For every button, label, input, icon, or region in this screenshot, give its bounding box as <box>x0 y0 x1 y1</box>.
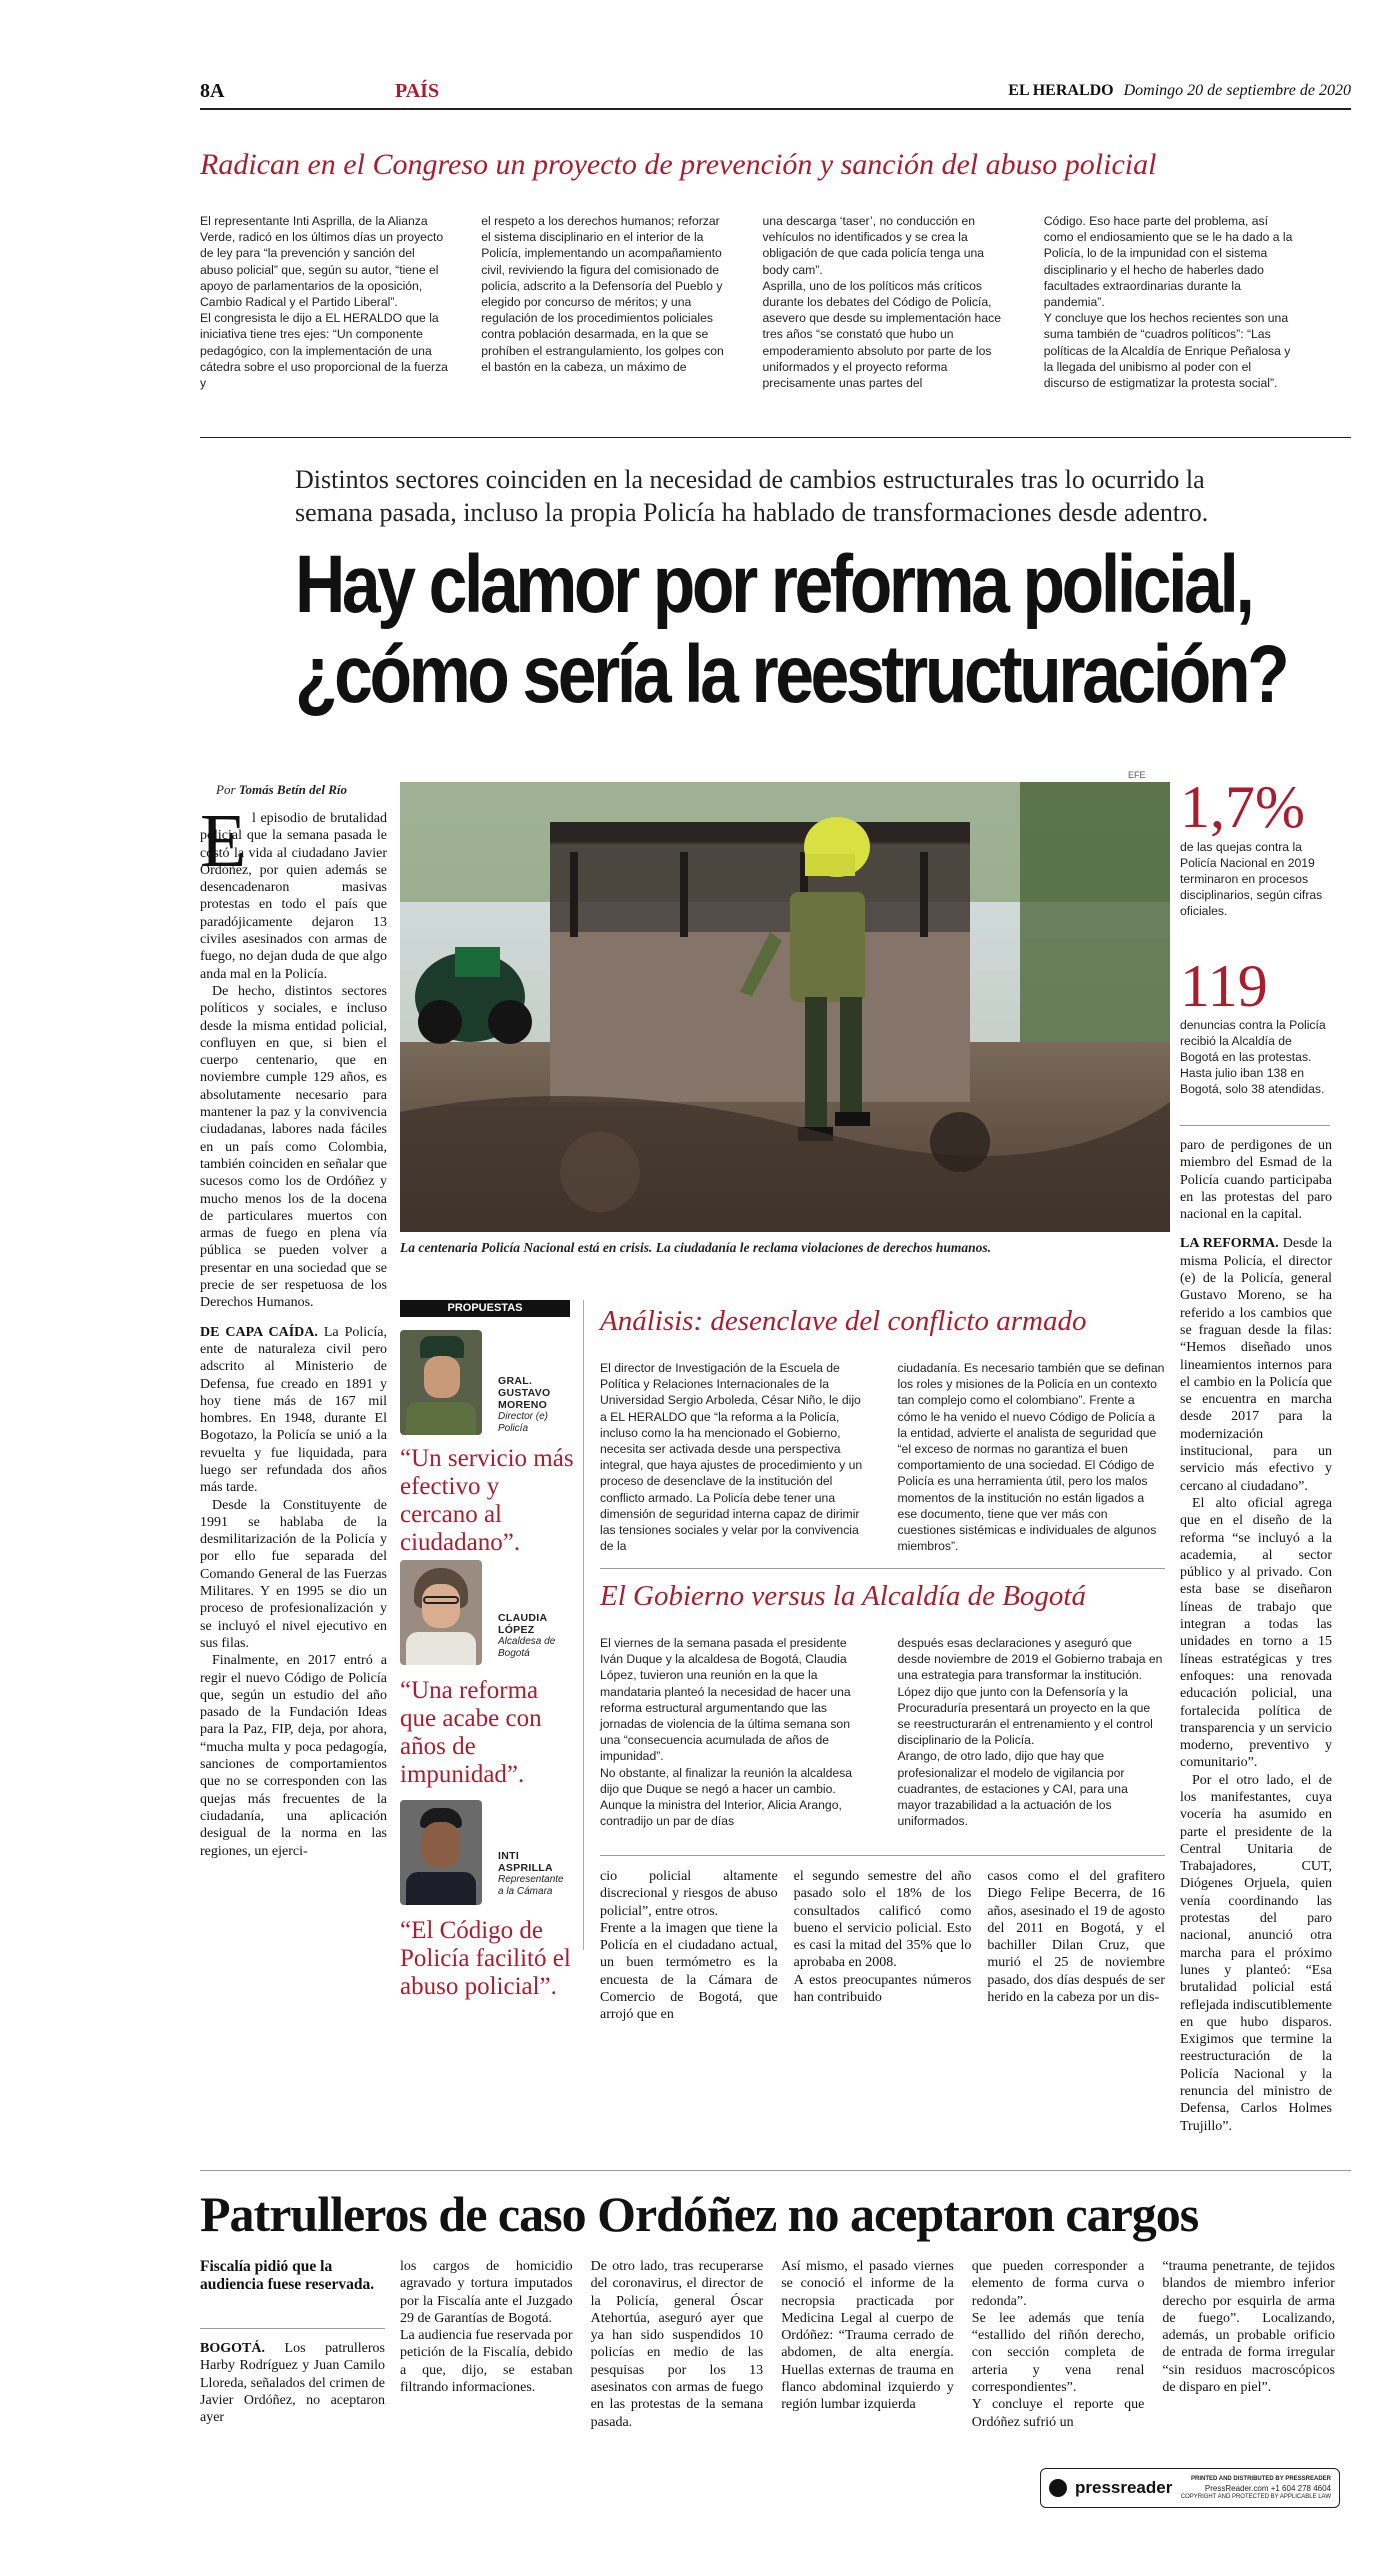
main-bottom-column: casos como el del grafitero Diego Felipe Becerra, de 16 años, asesinado el 19 de agosto del 2011 en Bogotá, y el bachiller Dilan Cruz, que murió el 25 de noviembre pasado, dos días después de ser herido en la cabeza por un dis- <box>987 1869 1166 2006</box>
analysis-body <box>600 1360 1165 1554</box>
proposal-caption <box>498 1612 578 1660</box>
top-story-column: Código. Eso hace parte del problema, así como el endiosamiento que se le ha dado a la Policía, lo de la impunidad con el sistema disciplinario y el hecho de haberles dado facultades extraordinarias durante la pandemia”. Y concluye que los hechos recientes son una suma también de “cuadros políticos”: “Las políticas de la Alcaldía de Enrique Peñalosa y la llegada del unibismo al poder con el discurso de estigmatizar la protesta social”. <box>1043 214 1293 391</box>
main-paragraph: El alto oficial agrega que en el diseño de la reforma “se incluyó a la academia, al sector público y al privado. Con esta base se diseñaron líneas de trabajo que integran a todas las unidades en torno a 15 líneas estratégicas y tres enfoques: una renovada educación policial, una fortalecida política de transparencia y un servicio moderno, preventivo y comunitario”. <box>1180 1495 1332 1771</box>
top-story-column: El representante Inti Asprilla, de la Alianza Verde, radicó en los últimos días un proyecto de ley para “la prevención y sanción del abuso policial” que, según su autor, “tiene el apoyo de parlamentarios de la oposición, Cambio Radical y el Partido Liberal”. El congresista le dijo a EL HERALDO que la iniciativa tiene tres ejes: “Un componente pedagógico, con la implementación de una cátedra sobre el uso proporcional de la fuerza y <box>200 214 448 391</box>
photo-caption: La centenaria Policía Nacional está en crisis. La ciudadanía le reclama violaciones de derechos humanos. <box>400 1240 991 1255</box>
proposals-divider <box>583 1300 584 1950</box>
section-lead: BOGOTÁ. <box>200 2341 265 2356</box>
stat-rule <box>1180 1125 1330 1126</box>
proposal-name: GRAL. <box>498 1375 533 1387</box>
bottom-story-headline: Patrulleros de caso Ordóñez no aceptaron cargos <box>200 2186 1199 2242</box>
proposal-item <box>400 1330 575 1557</box>
avatar <box>400 1330 482 1435</box>
analysis-headline: Análisis: desenclave del conflicto armado <box>600 1305 1087 1337</box>
analysis-column: El director de Investigación de la Escuela de Política y Relaciones Internacionales de la Universidad Sergio Arboleda, César Niño, le dijo a EL HERALDO que “la reforma a la Policía, incluso como la ha mencionado el Gobierno, necesita ser activada desde una perspectiva integral, que haya ajustes de procedimiento y un proceso de desenclave de la institución del conflicto armado. La Policía debe tener una dimensión de seguridad interna capaz de dirimir las tensiones sociales y velar por la convivencia de la <box>600 1361 863 1554</box>
avatar <box>400 1800 482 1905</box>
proposal-item <box>400 1800 575 2001</box>
masthead <box>1008 82 1351 100</box>
pressreader-line: PressReader.com +1 604 278 4604 <box>1204 2483 1331 2493</box>
avatar <box>400 1560 482 1665</box>
section-lead: DE CAPA CAÍDA. <box>200 1324 318 1340</box>
proposal-caption <box>498 1375 578 1435</box>
government-column: después esas declaraciones y aseguró que desde noviembre de 2019 el Gobierno trabaja en una estrategia para transformar la institución. López dijo que junto con la Defensoría y la Procuraduría presentará un proyecto en la que se reestructurarán el entrenamiento y el control disciplinario de la Policía. Arango, de otro lado, dijo que hay que profesionalizar el modelo de vigilancia por cuadrantes, de estaciones y CAI, para una mayor trazabilidad a la actuación de los uniformados. <box>897 1636 1163 1829</box>
pressreader-logo-icon <box>1049 2479 1067 2497</box>
newspaper-name: EL HERALDO <box>1008 82 1114 99</box>
subhead-rule <box>200 2328 385 2329</box>
main-left-column <box>200 799 387 1860</box>
government-rule <box>600 1855 1165 1856</box>
drop-cap: E <box>200 799 247 883</box>
top-story-body <box>200 213 1295 391</box>
proposal-role: Director (e) Policía <box>498 1411 549 1434</box>
proposal-role: Representante a la Cámara <box>498 1874 564 1897</box>
main-headline <box>295 539 1287 720</box>
byline-author: Tomás Betín del Río <box>238 782 347 797</box>
proposal-quote: “Un servicio más efectivo y cercano al ciudadano”. <box>400 1445 574 1556</box>
proposal-name: INTI <box>498 1850 520 1862</box>
section-label: PAÍS <box>395 80 440 102</box>
main-deck: Distintos sectores coinciden en la necesidad de cambios estructurales tras lo ocurrido la semana pasada, incluso la propia Policía ha hablado de transformaciones desde adentro. <box>295 465 1209 527</box>
main-bottom-columns <box>600 1868 1165 2024</box>
proposal-name: MORENO <box>498 1399 548 1411</box>
bottom-story-column: “trauma penetrante, de tejidos blandos de miembro inferior derecho por esquirla de arma de fuego”. Localizando, además, un probable orificio de entrada de forma irregular “sin residuos macroscópicos de disparo en piel”. <box>1162 2259 1335 2396</box>
bottom-story-lead <box>200 2340 385 2426</box>
pressreader-info <box>1181 2475 1331 2502</box>
photo-credit: EFE <box>1128 770 1146 780</box>
bottom-story-subhead: Fiscalía pidió que la audiencia fuese reservada. <box>200 2258 375 2293</box>
government-body <box>600 1635 1165 1829</box>
government-headline: El Gobierno versus la Alcaldía de Bogotá <box>600 1580 1086 1612</box>
stat-value: 119 <box>1180 953 1268 1019</box>
proposal-item <box>400 1560 575 1789</box>
byline <box>216 782 347 798</box>
proposal-name: ASPRILLA <box>498 1862 553 1874</box>
bottom-story-column: los cargos de homicidio agravado y tortura imputados por la Fiscalía ante el Juzgado 29 de Garantías de Bogotá. La audiencia fue reservada por petición de la Fiscalía, debido a que, dijo, se estaban filtrando informaciones. <box>400 2259 573 2396</box>
proposal-name: LÓPEZ <box>498 1624 535 1636</box>
pressreader-badge[interactable] <box>1040 2468 1340 2508</box>
pressreader-line: PRINTED AND DISTRIBUTED BY PRESSREADER <box>1190 2475 1331 2482</box>
main-paragraph-text: La Policía, ente de naturaleza civil pero adscrito al Ministerio de Defensa, fue creado en 1891 y hoy tiene más de 167 mil hombres. En 1948, durante El Bogotazo, la Policía se unió a la revuelta y fue liquidada, para luego ser refundada dos años más tarde. <box>200 1324 387 1496</box>
stat-value: 1,7% <box>1180 774 1305 840</box>
main-bottom-column: cio policial altamente discrecional y riesgos de abuso policial”, entre otros. Frente a la imagen que tiene la Policía en el ciudadano actual, un buen termómetro es la encuesta de la Cámara de Comercio de Bogotá, que arrojó que en <box>600 1869 778 2023</box>
main-right-column <box>1180 1137 1332 2135</box>
pressreader-brand: pressreader <box>1075 2478 1173 2497</box>
bottom-story-column: De otro lado, tras recuperarse del coronavirus, el director de la Policía, general Óscar Atehortúa, aseguró ayer que ya han sido suspendidos 10 policías en medio de las pesquisas por los 13 asesinatos con armas de fuego en las protestas de la semana pasada. <box>590 2259 764 2430</box>
main-paragraph: De hecho, distintos sectores políticos y sociales, e incluso desde la misma entidad policial, confluyen en que, si bien el cuerpo centenario, que en noviembre cumple 129 años, es absolutamente necesario para mantener la paz y la convivencia ciudadanas, labores nada fáciles en un país como Colombia, también coinciden en señalar que sucesos como los de Ordóñez y mucho menos los de la docena de particulares muertos con armas de fuego en plena vía pública se pueden volver a presentar en una sociedad que se precie de ser respetuosa de los Derechos Humanos. <box>200 983 387 1311</box>
bottom-story-text: Los patrulleros Harby Rodríguez y Juan Camilo Lloreda, señalados del crimen de Javier Ordóñez, no aceptaron ayer <box>200 2341 385 2426</box>
section-lead: LA REFORMA. <box>1180 1236 1279 1252</box>
proposal-caption <box>498 1850 578 1898</box>
top-story-headline: Radican en el Congreso un proyecto de prevención y sanción del abuso policial <box>200 148 1157 181</box>
bottom-story-columns <box>400 2258 1335 2431</box>
header-rule <box>200 108 1351 110</box>
main-paragraph: paro de perdigones de un miembro del Esmad de la Policía cuando participaba en las protestas del paro nacional en la capital. <box>1180 1138 1332 1223</box>
bottom-story-column: Así mismo, el pasado viernes se conoció el informe de la necropsia practicada por Medicina Legal al cuerpo de Ordóñez: “Trauma cerrado de abdomen, de alta energía. Huellas externas de trauma en flanco abdominal izquierdo y región lumbar izquierda <box>781 2259 954 2413</box>
main-photo <box>400 782 1170 1232</box>
proposal-name: CLAUDIA <box>498 1612 548 1624</box>
main-headline-line: Hay clamor por reforma policial, <box>295 539 1252 630</box>
government-column: El viernes de la semana pasada el presidente Iván Duque y la alcaldesa de Bogotá, Claudia López, tuvieron una reunión en la que la mandataria planteó la necesidad de hacer una reforma estructural argumentando que las jornadas de violencia de la última semana son una “consecuencia acumulada de años de impunidad”. No obstante, al finalizar la reunión la alcaldesa dijo que Duque se negó a hacer un cambio. Aunque la ministra del Interior, Alicia Arango, contradijo un par de días <box>600 1636 853 1829</box>
main-paragraph: Por el otro lado, el de los manifestantes, cuya vocería ha asumido en parte el presidente de la Central Unitaria de Trabajadores, CUT, Diógenes Orjuela, quien venía coordinando las protestas del paro nacional, anunció otra marcha para el próximo lunes y planteó: “Esa brutalidad policial está reflejada indiscutiblemente en que hubo disparos. Exigimos que termine la reestructuración de la Policía Nacional y la renuncia del ministro de Defensa, Carlos Holmes Trujillo”. <box>1180 1772 1332 2134</box>
main-paragraph: Finalmente, en 2017 entró a regir el nuevo Código de Policía que, según un estudio del año pasado de la Fundación Ideas para la Paz, FIP, deja, por ahora, “mucha multa y poca pedagogía, sanciones de comportamientos que no se corresponden con las quejas más frecuentes de la ciudadanía, una aplicación desigual de la norma en las regiones, un ejerci- <box>200 1653 387 1859</box>
proposals-label: PROPUESTAS <box>400 1300 570 1317</box>
main-paragraph <box>200 1324 387 1497</box>
main-paragraph: l episodio de brutalidad policial que la semana pasada le costó la vida al ciudadano Javier Ordóñez, por quien además se desencadenaron masivas protestas en todo el país que paradójicamente dejaron 13 civiles asesinados con armas de fuego, no dejan duda de que algo anda mal en la Policía. <box>200 811 387 982</box>
issue-date: Domingo 20 de septiembre de 2020 <box>1123 82 1351 99</box>
analysis-column: ciudadanía. Es necesario también que se definan los roles y misiones de la Policía en un contexto tan complejo como el colombiano”. Frente a cómo le ha venido el nuevo Código de Policía a la entidad, advierte el analista de seguridad que “el exceso de normas no garantiza el buen comportamiento de una sociedad. El Código de Policía es una herramienta útil, pero los malos momentos de la institución no están ligados a ese documento, tiene que ver más con cuestiones sistémicas e individuales de algunos miembros”. <box>897 1361 1165 1554</box>
main-paragraph: Desde la Constituyente de 1991 se hablaba de la desmilitarización de la Policía y por ello fue separada del Comando General de las Fuerzas Militares. Y en 1995 se dio un proceso de profesionalización y se incluyó el nivel ejecutivo en sus filas. <box>200 1497 387 1651</box>
bottom-story-column: que pueden corresponder a elemento de forma curva o redonda”. Se lee además que tenía “estallido del riñón derecho, con sección completa de arteria y vena renal correspondientes”. Y concluye el reporte que Ordóñez sufrió un <box>971 2259 1145 2430</box>
stat-text: de las quejas contra la Policía Nacional en 2019 terminaron en procesos disciplinarios, según cifras oficiales. <box>1180 840 1323 918</box>
page-number: 8A <box>200 80 225 102</box>
pressreader-line: COPYRIGHT AND PROTECTED BY APPLICABLE LAW <box>1180 2493 1331 2500</box>
main-bottom-column: el segundo semestre del año pasado solo el 18% de los consultados calificó como bueno el servicio policial. Esto es casi la mitad del 35% que lo aprobaba en 2008. A estos preocupantes números han contribuido <box>793 1869 972 2006</box>
top-story-column: una descarga ‘taser’, no conducción en vehículos no identificados y se crea la obligación de que cada policía tenga una body cam”. Asprilla, uno de los políticos más críticos durante los debates del Código de Policía, asevero que desde su implementación hace tres años “se constató que hubo un empoderamiento absoluto por parte de los uniformados y el proyecto reforma precisamente unas partes del <box>762 214 1001 391</box>
main-paragraph-text: Desde la misma Policía, el director (e) de la Policía, general Gustavo Moreno, se ha referido a los cambios que se fraguan desde la filas: “Hemos diseñado unos lineamientos internos para el cambio en la Policía que se encuentra en marcha desde 2017 para la modernización institucional, para un servicio más efectivo y cercano al ciudadano”. <box>1180 1236 1333 1494</box>
proposal-quote: “Una reforma que acabe con años de impunidad”. <box>400 1677 542 1788</box>
proposal-quote: “El Código de Policía facilitó el abuso policial”. <box>400 1917 571 2000</box>
main-headline-line: ¿cómo sería la reestructuración? <box>295 629 1287 720</box>
main-paragraph <box>1180 1235 1332 1494</box>
proposal-name: GUSTAVO <box>498 1387 551 1399</box>
stat-text: denuncias contra la Policía recibió la Alcaldía de Bogotá en las protestas. Hasta julio iban 138 en Bogotá, solo 38 atendidas. <box>1180 1018 1326 1096</box>
analysis-rule <box>600 1568 1165 1569</box>
bottom-story-rule <box>200 2170 1351 2171</box>
police-officer-photo <box>400 782 1170 1232</box>
byline-prefix: Por <box>216 782 236 797</box>
top-story-column: el respeto a los derechos humanos; reforzar el sistema disciplinario en el interior de la Policía, implementando un acompañamiento civil, reviviendo la figura del comisionado de policía, adscrito a la Defensoría del Pueblo y elegido por concurso de méritos; y una regulación de los procedimientos policiales contra población desarmada, en la que se prohíben el estrangulamiento, los golpes con el bastón en la cabeza, un máximo de <box>481 214 724 374</box>
proposal-role: Alcaldesa de Bogotá <box>498 1636 556 1659</box>
top-story-rule <box>200 437 1351 438</box>
